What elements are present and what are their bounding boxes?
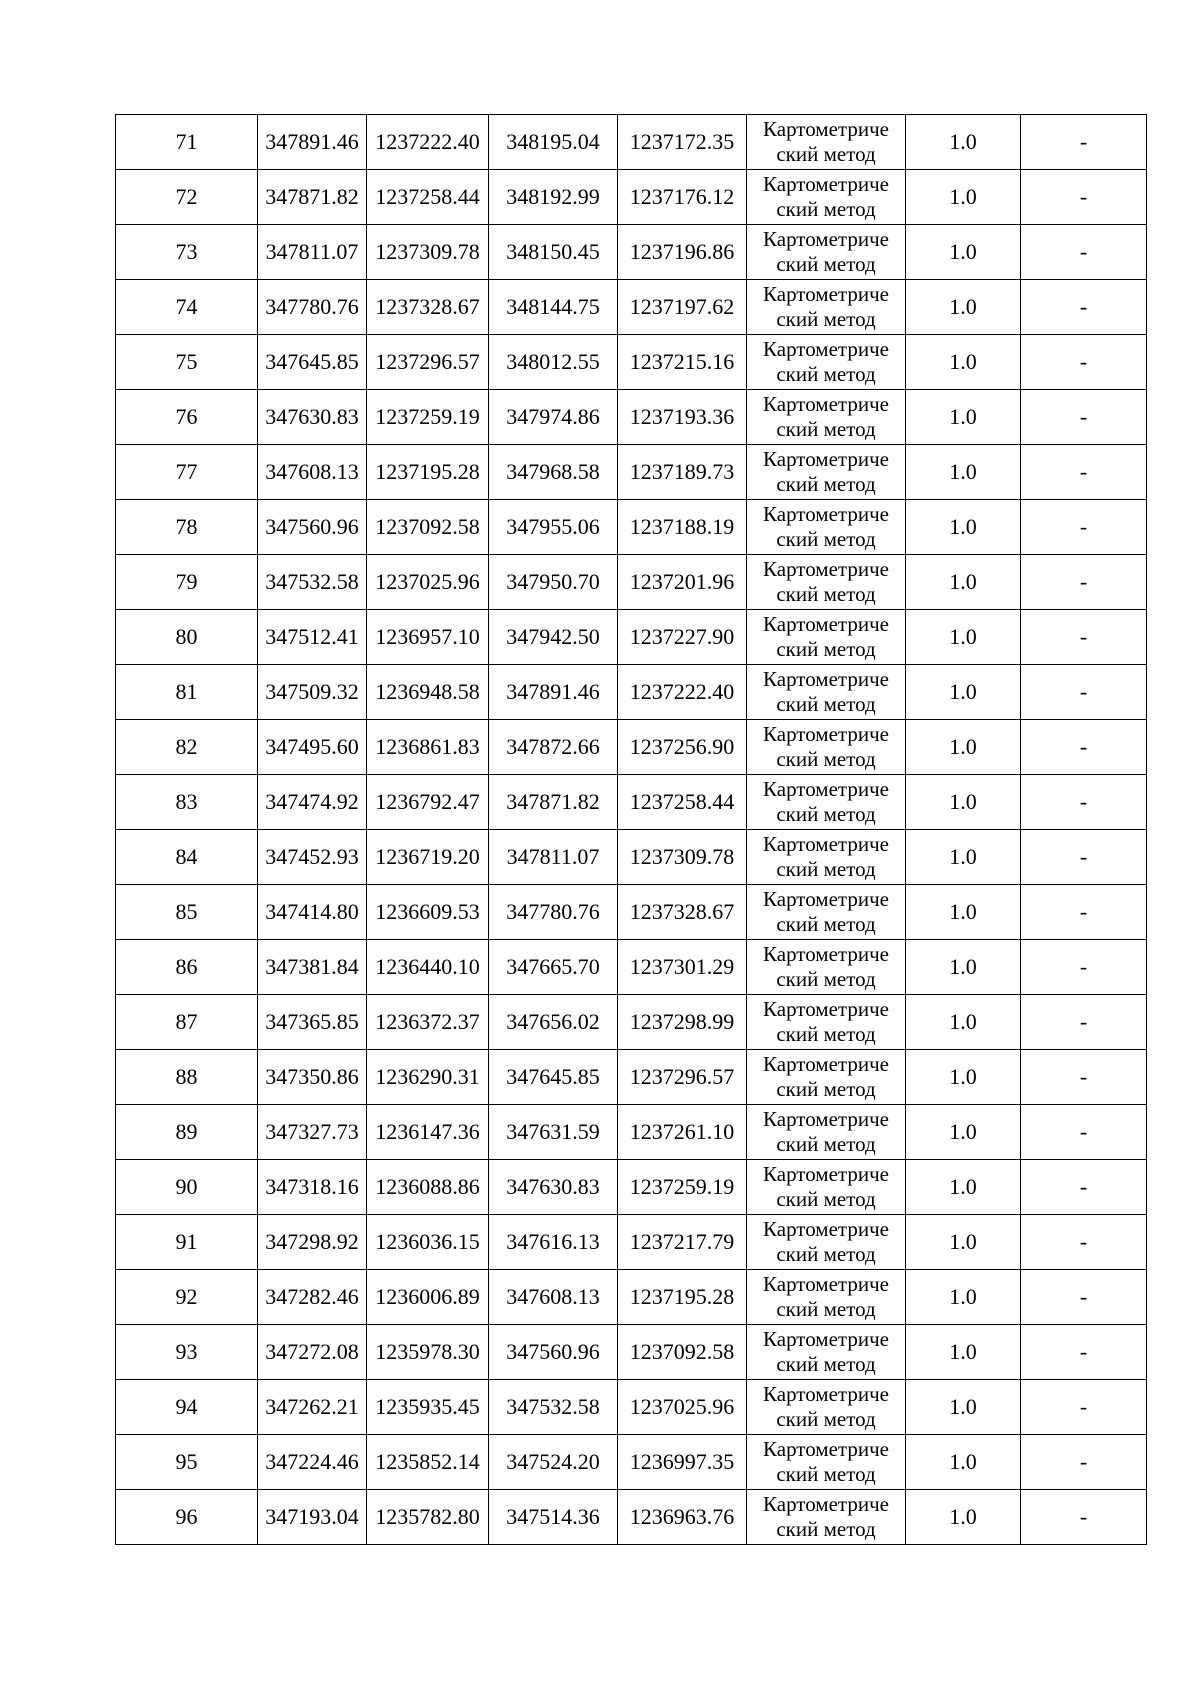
table-row xyxy=(116,390,1147,445)
x1-coordinate-cell: 347474.92 xyxy=(258,775,367,830)
method-text-line: ский метод xyxy=(776,1352,876,1376)
point-number-cell: 73 xyxy=(116,225,258,280)
y2-coordinate-cell: 1237195.28 xyxy=(618,1270,747,1325)
y2-coordinate-cell: 1237301.29 xyxy=(618,940,747,995)
table-body xyxy=(116,115,1147,1545)
method-cell xyxy=(747,225,906,280)
x2-coordinate-cell: 347891.46 xyxy=(489,665,618,720)
y1-coordinate-cell: 1237222.40 xyxy=(367,115,489,170)
method-cell xyxy=(747,1105,906,1160)
note-cell: - xyxy=(1021,995,1147,1050)
point-number-cell: 75 xyxy=(116,335,258,390)
table-row xyxy=(116,1490,1147,1545)
note-cell: - xyxy=(1021,775,1147,830)
y2-coordinate-cell: 1237092.58 xyxy=(618,1325,747,1380)
accuracy-cell: 1.0 xyxy=(906,1160,1021,1215)
x2-coordinate-cell: 347631.59 xyxy=(489,1105,618,1160)
x1-coordinate-cell: 347495.60 xyxy=(258,720,367,775)
point-number-cell: 88 xyxy=(116,1050,258,1105)
method-cell xyxy=(747,280,906,335)
accuracy-cell: 1.0 xyxy=(906,1215,1021,1270)
method-cell xyxy=(747,500,906,555)
note-cell: - xyxy=(1021,335,1147,390)
y1-coordinate-cell: 1236792.47 xyxy=(367,775,489,830)
y1-coordinate-cell: 1236948.58 xyxy=(367,665,489,720)
y1-coordinate-cell: 1237025.96 xyxy=(367,555,489,610)
method-cell xyxy=(747,995,906,1050)
y1-coordinate-cell: 1236861.83 xyxy=(367,720,489,775)
table-row xyxy=(116,555,1147,610)
method-cell xyxy=(747,720,906,775)
accuracy-cell: 1.0 xyxy=(906,1490,1021,1545)
method-text-line: ский метод xyxy=(776,857,876,881)
method-cell xyxy=(747,885,906,940)
x1-coordinate-cell: 347780.76 xyxy=(258,280,367,335)
x2-coordinate-cell: 347811.07 xyxy=(489,830,618,885)
accuracy-cell: 1.0 xyxy=(906,940,1021,995)
note-cell: - xyxy=(1021,830,1147,885)
method-text-line: Картометриче xyxy=(763,1107,889,1131)
y2-coordinate-cell: 1237217.79 xyxy=(618,1215,747,1270)
point-number-cell: 81 xyxy=(116,665,258,720)
note-cell: - xyxy=(1021,390,1147,445)
method-cell xyxy=(747,115,906,170)
note-cell: - xyxy=(1021,500,1147,555)
y2-coordinate-cell: 1237197.62 xyxy=(618,280,747,335)
x2-coordinate-cell: 347872.66 xyxy=(489,720,618,775)
y2-coordinate-cell: 1237215.16 xyxy=(618,335,747,390)
y1-coordinate-cell: 1236719.20 xyxy=(367,830,489,885)
table-row xyxy=(116,885,1147,940)
method-cell xyxy=(747,1050,906,1105)
method-text-line: Картометриче xyxy=(763,557,889,581)
y1-coordinate-cell: 1235782.80 xyxy=(367,1490,489,1545)
x1-coordinate-cell: 347282.46 xyxy=(258,1270,367,1325)
note-cell: - xyxy=(1021,1105,1147,1160)
y1-coordinate-cell: 1237259.19 xyxy=(367,390,489,445)
x1-coordinate-cell: 347811.07 xyxy=(258,225,367,280)
method-text-line: ский метод xyxy=(776,197,876,221)
table-row xyxy=(116,1325,1147,1380)
method-text-line: Картометриче xyxy=(763,667,889,691)
x1-coordinate-cell: 347272.08 xyxy=(258,1325,367,1380)
y2-coordinate-cell: 1237296.57 xyxy=(618,1050,747,1105)
table-row xyxy=(116,1050,1147,1105)
accuracy-cell: 1.0 xyxy=(906,720,1021,775)
point-number-cell: 94 xyxy=(116,1380,258,1435)
y2-coordinate-cell: 1237189.73 xyxy=(618,445,747,500)
note-cell: - xyxy=(1021,115,1147,170)
x1-coordinate-cell: 347193.04 xyxy=(258,1490,367,1545)
x1-coordinate-cell: 347414.80 xyxy=(258,885,367,940)
x1-coordinate-cell: 347630.83 xyxy=(258,390,367,445)
note-cell: - xyxy=(1021,885,1147,940)
accuracy-cell: 1.0 xyxy=(906,1050,1021,1105)
point-number-cell: 80 xyxy=(116,610,258,665)
note-cell: - xyxy=(1021,1490,1147,1545)
method-cell xyxy=(747,1490,906,1545)
note-cell: - xyxy=(1021,1215,1147,1270)
accuracy-cell: 1.0 xyxy=(906,610,1021,665)
y1-coordinate-cell: 1235935.45 xyxy=(367,1380,489,1435)
point-number-cell: 91 xyxy=(116,1215,258,1270)
method-text-line: ский метод xyxy=(776,472,876,496)
method-text-line: ский метод xyxy=(776,582,876,606)
accuracy-cell: 1.0 xyxy=(906,115,1021,170)
x2-coordinate-cell: 347974.86 xyxy=(489,390,618,445)
table-row xyxy=(116,115,1147,170)
point-number-cell: 92 xyxy=(116,1270,258,1325)
accuracy-cell: 1.0 xyxy=(906,170,1021,225)
table-row xyxy=(116,170,1147,225)
method-text-line: Картометриче xyxy=(763,1052,889,1076)
note-cell: - xyxy=(1021,1325,1147,1380)
method-cell xyxy=(747,830,906,885)
note-cell: - xyxy=(1021,170,1147,225)
table-row xyxy=(116,280,1147,335)
x2-coordinate-cell: 347532.58 xyxy=(489,1380,618,1435)
method-text-line: Картометриче xyxy=(763,502,889,526)
method-text-line: ский метод xyxy=(776,1297,876,1321)
table-row xyxy=(116,1435,1147,1490)
method-text-line: Картометриче xyxy=(763,337,889,361)
method-cell xyxy=(747,170,906,225)
x2-coordinate-cell: 348144.75 xyxy=(489,280,618,335)
method-cell xyxy=(747,610,906,665)
table-row xyxy=(116,830,1147,885)
method-text-line: ский метод xyxy=(776,527,876,551)
x1-coordinate-cell: 347871.82 xyxy=(258,170,367,225)
method-cell xyxy=(747,335,906,390)
method-text-line: Картометриче xyxy=(763,1327,889,1351)
note-cell: - xyxy=(1021,225,1147,280)
method-text-line: Картометриче xyxy=(763,887,889,911)
x2-coordinate-cell: 348012.55 xyxy=(489,335,618,390)
x2-coordinate-cell: 347645.85 xyxy=(489,1050,618,1105)
table-row xyxy=(116,445,1147,500)
x1-coordinate-cell: 347327.73 xyxy=(258,1105,367,1160)
method-text-line: ский метод xyxy=(776,637,876,661)
y2-coordinate-cell: 1237201.96 xyxy=(618,555,747,610)
x1-coordinate-cell: 347224.46 xyxy=(258,1435,367,1490)
method-text-line: ский метод xyxy=(776,1132,876,1156)
y2-coordinate-cell: 1237261.10 xyxy=(618,1105,747,1160)
accuracy-cell: 1.0 xyxy=(906,1435,1021,1490)
x2-coordinate-cell: 347968.58 xyxy=(489,445,618,500)
accuracy-cell: 1.0 xyxy=(906,1380,1021,1435)
point-number-cell: 71 xyxy=(116,115,258,170)
y1-coordinate-cell: 1237092.58 xyxy=(367,500,489,555)
x2-coordinate-cell: 347524.20 xyxy=(489,1435,618,1490)
accuracy-cell: 1.0 xyxy=(906,500,1021,555)
method-text-line: ский метод xyxy=(776,1022,876,1046)
method-cell xyxy=(747,555,906,610)
method-text-line: ский метод xyxy=(776,1407,876,1431)
table-row xyxy=(116,1215,1147,1270)
x1-coordinate-cell: 347365.85 xyxy=(258,995,367,1050)
y2-coordinate-cell: 1237176.12 xyxy=(618,170,747,225)
method-text-line: Картометриче xyxy=(763,227,889,251)
method-text-line: Картометриче xyxy=(763,1437,889,1461)
method-text-line: Картометриче xyxy=(763,172,889,196)
method-text-line: ский метод xyxy=(776,1517,876,1541)
y2-coordinate-cell: 1237259.19 xyxy=(618,1160,747,1215)
method-cell xyxy=(747,1435,906,1490)
method-cell xyxy=(747,445,906,500)
method-text-line: Картометриче xyxy=(763,997,889,1021)
x1-coordinate-cell: 347608.13 xyxy=(258,445,367,500)
table-row xyxy=(116,1380,1147,1435)
accuracy-cell: 1.0 xyxy=(906,225,1021,280)
method-cell xyxy=(747,390,906,445)
method-text-line: Картометриче xyxy=(763,447,889,471)
x1-coordinate-cell: 347509.32 xyxy=(258,665,367,720)
x2-coordinate-cell: 347608.13 xyxy=(489,1270,618,1325)
accuracy-cell: 1.0 xyxy=(906,885,1021,940)
x1-coordinate-cell: 347298.92 xyxy=(258,1215,367,1270)
y2-coordinate-cell: 1237298.99 xyxy=(618,995,747,1050)
table-row xyxy=(116,995,1147,1050)
method-text-line: Картометриче xyxy=(763,117,889,141)
x2-coordinate-cell: 348195.04 xyxy=(489,115,618,170)
y1-coordinate-cell: 1236440.10 xyxy=(367,940,489,995)
note-cell: - xyxy=(1021,1270,1147,1325)
method-text-line: Картометриче xyxy=(763,392,889,416)
point-number-cell: 84 xyxy=(116,830,258,885)
x1-coordinate-cell: 347381.84 xyxy=(258,940,367,995)
method-text-line: Картометриче xyxy=(763,612,889,636)
y1-coordinate-cell: 1237258.44 xyxy=(367,170,489,225)
point-number-cell: 76 xyxy=(116,390,258,445)
y2-coordinate-cell: 1237328.67 xyxy=(618,885,747,940)
point-number-cell: 90 xyxy=(116,1160,258,1215)
y2-coordinate-cell: 1237227.90 xyxy=(618,610,747,665)
method-text-line: ский метод xyxy=(776,417,876,441)
x2-coordinate-cell: 347630.83 xyxy=(489,1160,618,1215)
method-text-line: ский метод xyxy=(776,1462,876,1486)
accuracy-cell: 1.0 xyxy=(906,390,1021,445)
y1-coordinate-cell: 1235852.14 xyxy=(367,1435,489,1490)
accuracy-cell: 1.0 xyxy=(906,1270,1021,1325)
accuracy-cell: 1.0 xyxy=(906,830,1021,885)
y1-coordinate-cell: 1236290.31 xyxy=(367,1050,489,1105)
y1-coordinate-cell: 1237328.67 xyxy=(367,280,489,335)
x1-coordinate-cell: 347262.21 xyxy=(258,1380,367,1435)
y1-coordinate-cell: 1236372.37 xyxy=(367,995,489,1050)
note-cell: - xyxy=(1021,555,1147,610)
y1-coordinate-cell: 1236609.53 xyxy=(367,885,489,940)
method-text-line: Картометриче xyxy=(763,832,889,856)
coordinates-table xyxy=(115,114,1147,1545)
method-text-line: ский метод xyxy=(776,692,876,716)
accuracy-cell: 1.0 xyxy=(906,775,1021,830)
method-cell xyxy=(747,1215,906,1270)
point-number-cell: 85 xyxy=(116,885,258,940)
x2-coordinate-cell: 348192.99 xyxy=(489,170,618,225)
table-row xyxy=(116,1160,1147,1215)
point-number-cell: 78 xyxy=(116,500,258,555)
point-number-cell: 96 xyxy=(116,1490,258,1545)
x1-coordinate-cell: 347891.46 xyxy=(258,115,367,170)
method-cell xyxy=(747,940,906,995)
point-number-cell: 83 xyxy=(116,775,258,830)
x2-coordinate-cell: 347656.02 xyxy=(489,995,618,1050)
y1-coordinate-cell: 1236006.89 xyxy=(367,1270,489,1325)
y2-coordinate-cell: 1237188.19 xyxy=(618,500,747,555)
x2-coordinate-cell: 347950.70 xyxy=(489,555,618,610)
accuracy-cell: 1.0 xyxy=(906,445,1021,500)
method-text-line: ский метод xyxy=(776,1077,876,1101)
method-text-line: ский метод xyxy=(776,362,876,386)
table-row xyxy=(116,610,1147,665)
accuracy-cell: 1.0 xyxy=(906,280,1021,335)
note-cell: - xyxy=(1021,610,1147,665)
accuracy-cell: 1.0 xyxy=(906,555,1021,610)
note-cell: - xyxy=(1021,1050,1147,1105)
y1-coordinate-cell: 1236957.10 xyxy=(367,610,489,665)
x1-coordinate-cell: 347512.41 xyxy=(258,610,367,665)
table-row xyxy=(116,1270,1147,1325)
point-number-cell: 89 xyxy=(116,1105,258,1160)
point-number-cell: 93 xyxy=(116,1325,258,1380)
y2-coordinate-cell: 1236963.76 xyxy=(618,1490,747,1545)
note-cell: - xyxy=(1021,1435,1147,1490)
y1-coordinate-cell: 1236147.36 xyxy=(367,1105,489,1160)
method-text-line: Картометриче xyxy=(763,1272,889,1296)
accuracy-cell: 1.0 xyxy=(906,995,1021,1050)
table-row xyxy=(116,335,1147,390)
y1-coordinate-cell: 1237296.57 xyxy=(367,335,489,390)
x1-coordinate-cell: 347560.96 xyxy=(258,500,367,555)
method-cell xyxy=(747,1160,906,1215)
method-text-line: Картометриче xyxy=(763,722,889,746)
x1-coordinate-cell: 347645.85 xyxy=(258,335,367,390)
note-cell: - xyxy=(1021,1380,1147,1435)
x1-coordinate-cell: 347350.86 xyxy=(258,1050,367,1105)
y2-coordinate-cell: 1236997.35 xyxy=(618,1435,747,1490)
table-row xyxy=(116,1105,1147,1160)
method-cell xyxy=(747,1380,906,1435)
accuracy-cell: 1.0 xyxy=(906,1105,1021,1160)
table-row xyxy=(116,775,1147,830)
table-row xyxy=(116,500,1147,555)
method-text-line: ский метод xyxy=(776,142,876,166)
point-number-cell: 77 xyxy=(116,445,258,500)
y2-coordinate-cell: 1237196.86 xyxy=(618,225,747,280)
method-text-line: ский метод xyxy=(776,1187,876,1211)
y2-coordinate-cell: 1237309.78 xyxy=(618,830,747,885)
table-row xyxy=(116,940,1147,995)
y2-coordinate-cell: 1237256.90 xyxy=(618,720,747,775)
y1-coordinate-cell: 1237309.78 xyxy=(367,225,489,280)
note-cell: - xyxy=(1021,280,1147,335)
point-number-cell: 74 xyxy=(116,280,258,335)
accuracy-cell: 1.0 xyxy=(906,665,1021,720)
note-cell: - xyxy=(1021,720,1147,775)
y2-coordinate-cell: 1237258.44 xyxy=(618,775,747,830)
note-cell: - xyxy=(1021,940,1147,995)
x1-coordinate-cell: 347532.58 xyxy=(258,555,367,610)
note-cell: - xyxy=(1021,665,1147,720)
method-text-line: ский метод xyxy=(776,967,876,991)
method-text-line: ский метод xyxy=(776,252,876,276)
x2-coordinate-cell: 347616.13 xyxy=(489,1215,618,1270)
method-cell xyxy=(747,1270,906,1325)
method-text-line: ский метод xyxy=(776,1242,876,1266)
y1-coordinate-cell: 1235978.30 xyxy=(367,1325,489,1380)
point-number-cell: 86 xyxy=(116,940,258,995)
method-text-line: Картометриче xyxy=(763,1162,889,1186)
y2-coordinate-cell: 1237172.35 xyxy=(618,115,747,170)
x2-coordinate-cell: 347780.76 xyxy=(489,885,618,940)
method-cell xyxy=(747,665,906,720)
x1-coordinate-cell: 347318.16 xyxy=(258,1160,367,1215)
method-text-line: Картометриче xyxy=(763,282,889,306)
x2-coordinate-cell: 347942.50 xyxy=(489,610,618,665)
method-text-line: Картометриче xyxy=(763,1492,889,1516)
accuracy-cell: 1.0 xyxy=(906,1325,1021,1380)
note-cell: - xyxy=(1021,445,1147,500)
y1-coordinate-cell: 1237195.28 xyxy=(367,445,489,500)
note-cell: - xyxy=(1021,1160,1147,1215)
x2-coordinate-cell: 347514.36 xyxy=(489,1490,618,1545)
table-row xyxy=(116,720,1147,775)
method-text-line: ский метод xyxy=(776,802,876,826)
point-number-cell: 82 xyxy=(116,720,258,775)
x2-coordinate-cell: 347560.96 xyxy=(489,1325,618,1380)
method-text-line: ский метод xyxy=(776,307,876,331)
method-cell xyxy=(747,775,906,830)
x2-coordinate-cell: 347955.06 xyxy=(489,500,618,555)
point-number-cell: 72 xyxy=(116,170,258,225)
y1-coordinate-cell: 1236036.15 xyxy=(367,1215,489,1270)
x1-coordinate-cell: 347452.93 xyxy=(258,830,367,885)
point-number-cell: 95 xyxy=(116,1435,258,1490)
accuracy-cell: 1.0 xyxy=(906,335,1021,390)
table-row xyxy=(116,225,1147,280)
x2-coordinate-cell: 347665.70 xyxy=(489,940,618,995)
y2-coordinate-cell: 1237025.96 xyxy=(618,1380,747,1435)
x2-coordinate-cell: 348150.45 xyxy=(489,225,618,280)
y1-coordinate-cell: 1236088.86 xyxy=(367,1160,489,1215)
point-number-cell: 87 xyxy=(116,995,258,1050)
method-text-line: Картометриче xyxy=(763,942,889,966)
method-text-line: Картометриче xyxy=(763,777,889,801)
method-text-line: Картометриче xyxy=(763,1217,889,1241)
y2-coordinate-cell: 1237193.36 xyxy=(618,390,747,445)
table-row xyxy=(116,665,1147,720)
point-number-cell: 79 xyxy=(116,555,258,610)
y2-coordinate-cell: 1237222.40 xyxy=(618,665,747,720)
method-text-line: ский метод xyxy=(776,912,876,936)
method-text-line: Картометриче xyxy=(763,1382,889,1406)
method-cell xyxy=(747,1325,906,1380)
x2-coordinate-cell: 347871.82 xyxy=(489,775,618,830)
method-text-line: ский метод xyxy=(776,747,876,771)
